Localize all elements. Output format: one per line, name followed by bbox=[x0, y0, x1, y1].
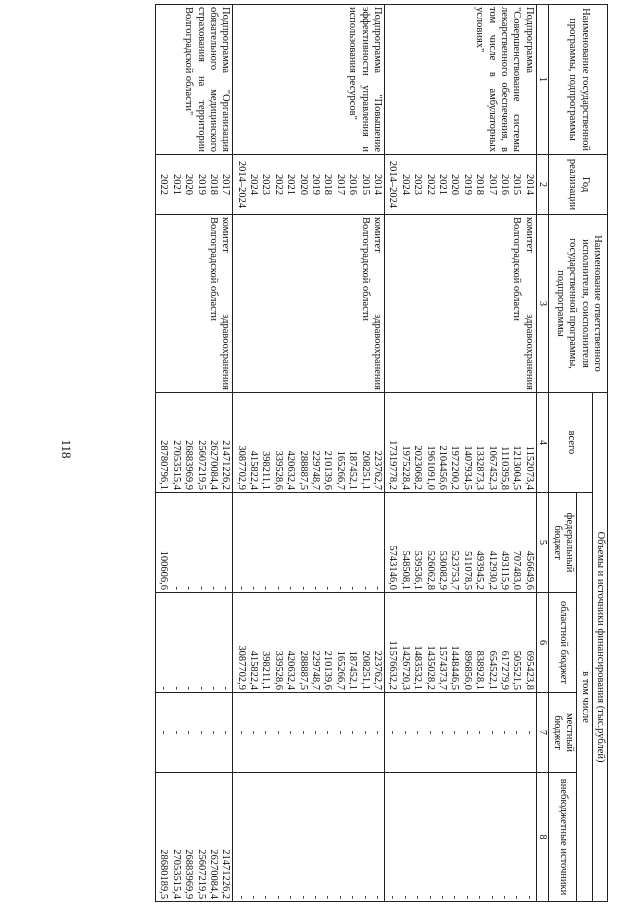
year: 2019 bbox=[195, 174, 207, 195]
federal-budget-value: 5743146,0 bbox=[387, 545, 399, 590]
local-budget-value: - bbox=[523, 730, 535, 735]
table-row bbox=[385, 5, 537, 902]
total-value: 398211,1 bbox=[260, 451, 272, 490]
federal-budget-value: - bbox=[272, 586, 284, 590]
federal-budget-value: 493115,9 bbox=[498, 551, 510, 590]
regional-budget-value: - bbox=[207, 686, 219, 690]
header-extrabudgetary: внебюджетные источники bbox=[549, 773, 577, 902]
regional-budget-value: 1483532,1 bbox=[412, 645, 424, 690]
year-cell bbox=[155, 155, 232, 215]
local-budget-value: - bbox=[436, 730, 448, 735]
regional-budget-value-cell bbox=[385, 593, 537, 693]
regional-budget-value-cell bbox=[233, 593, 385, 693]
federal-budget-value: - bbox=[170, 586, 182, 590]
total-value: 415822,4 bbox=[248, 450, 260, 490]
executor-name: комитет здравоохранения Волгоградской области bbox=[155, 215, 232, 393]
local-budget-value: - bbox=[412, 730, 424, 735]
subprogram-name: Подпрограмма "Организация обязательного медицинского страхования на территории Волгоградской области" bbox=[155, 5, 232, 155]
header-including: в том числе bbox=[577, 493, 592, 902]
header-year: Год реализации bbox=[549, 155, 608, 215]
extrabudgetary-value: - bbox=[248, 895, 260, 900]
extrabudgetary-value: - bbox=[523, 895, 535, 900]
federal-budget-value: 523753,7 bbox=[449, 550, 461, 590]
year: 2014–2024 bbox=[235, 160, 247, 209]
local-budget-value: - bbox=[158, 730, 170, 735]
header-total: всего bbox=[549, 393, 592, 493]
extrabudgetary-value: - bbox=[486, 895, 498, 900]
total-value: 229748,7 bbox=[310, 450, 322, 490]
table-row bbox=[155, 5, 232, 902]
local-budget-value: - bbox=[310, 730, 322, 735]
year: 2019 bbox=[461, 174, 473, 195]
year: 2014 bbox=[372, 174, 384, 195]
local-budget-value: - bbox=[424, 730, 436, 735]
year: 2015 bbox=[511, 174, 523, 195]
regional-budget-value: 1426720,3 bbox=[399, 645, 411, 690]
total-value: 165266,7 bbox=[334, 450, 346, 490]
extrabudgetary-value: - bbox=[260, 895, 272, 900]
local-budget-value-cell bbox=[233, 693, 385, 773]
federal-budget-value: - bbox=[207, 586, 219, 590]
extrabudgetary-value: - bbox=[387, 895, 399, 900]
year: 2023 bbox=[260, 174, 272, 195]
subprogram-name: Подпрограмма "Совершенствование системы лекарственного обеспечения, в том числе в амбулаторных условиях" bbox=[385, 5, 537, 155]
year: 2022 bbox=[272, 174, 284, 195]
extrabudgetary-value: - bbox=[285, 895, 297, 900]
regional-budget-value: 165266,7 bbox=[334, 650, 346, 690]
regional-budget-value: 415822,4 bbox=[248, 650, 260, 690]
local-budget-value: - bbox=[486, 730, 498, 735]
year: 2021 bbox=[285, 174, 297, 195]
extrabudgetary-value: - bbox=[424, 895, 436, 900]
regional-budget-value: 11576632,2 bbox=[387, 640, 399, 690]
year: 2023 bbox=[412, 174, 424, 195]
local-budget-value: - bbox=[322, 730, 334, 735]
column-number: 7 bbox=[536, 693, 549, 773]
total-value: 1152073,4 bbox=[523, 445, 535, 490]
total-value: 1067452,3 bbox=[486, 445, 498, 490]
regional-budget-value: 838928,1 bbox=[474, 650, 486, 690]
federal-budget-value: - bbox=[195, 586, 207, 590]
regional-budget-value: 229748,7 bbox=[310, 650, 322, 690]
year: 2017 bbox=[486, 174, 498, 195]
header-program-name: Наименование государственной программы, подпрограммы bbox=[549, 5, 608, 155]
local-budget-value: - bbox=[372, 730, 384, 735]
federal-budget-value: - bbox=[322, 586, 334, 590]
year: 2021 bbox=[436, 174, 448, 195]
federal-budget-value: - bbox=[297, 586, 309, 590]
local-budget-value-cell bbox=[385, 693, 537, 773]
total-value: 1972200,2 bbox=[449, 445, 461, 490]
federal-budget-value: - bbox=[359, 586, 371, 590]
total-value: 21471226,2 bbox=[220, 440, 232, 490]
table-row bbox=[233, 5, 385, 902]
local-budget-value: - bbox=[195, 730, 207, 735]
total-value-cell bbox=[233, 393, 385, 493]
federal-budget-value: 530082,9 bbox=[436, 550, 448, 590]
federal-budget-value-cell bbox=[155, 493, 232, 593]
federal-budget-value: 456649,6 bbox=[523, 550, 535, 590]
federal-budget-value: 526062,8 bbox=[424, 550, 436, 590]
regional-budget-value: 695423,8 bbox=[523, 650, 535, 690]
local-budget-value: - bbox=[248, 730, 260, 735]
federal-budget-value: - bbox=[285, 586, 297, 590]
extrabudgetary-value: - bbox=[334, 895, 346, 900]
extrabudgetary-value: - bbox=[399, 895, 411, 900]
total-value: 17319778,2 bbox=[387, 440, 399, 490]
total-value: 28780796,1 bbox=[158, 440, 170, 490]
regional-budget-value: 654522,1 bbox=[486, 650, 498, 690]
federal-budget-value: 707483,0 bbox=[511, 550, 523, 590]
funding-table-container bbox=[70, 0, 610, 905]
year: 2020 bbox=[183, 174, 195, 195]
extrabudgetary-value-cell bbox=[155, 773, 232, 902]
federal-budget-value: 511078,5 bbox=[461, 551, 473, 590]
federal-budget-value: - bbox=[235, 586, 247, 590]
total-value: 2104456,6 bbox=[436, 445, 448, 490]
local-budget-value-cell bbox=[155, 693, 232, 773]
year: 2018 bbox=[322, 174, 334, 195]
executor-name: комитет здравоохранения Волгоградской области bbox=[233, 215, 385, 393]
year: 2017 bbox=[334, 174, 346, 195]
column-number: 8 bbox=[536, 773, 549, 902]
year: 2020 bbox=[297, 174, 309, 195]
extrabudgetary-value: - bbox=[359, 895, 371, 900]
regional-budget-value: 1435028,2 bbox=[424, 645, 436, 690]
regional-budget-value: - bbox=[170, 686, 182, 690]
year: 2020 bbox=[449, 174, 461, 195]
regional-budget-value: 896856,0 bbox=[461, 650, 473, 690]
federal-budget-value: - bbox=[248, 586, 260, 590]
extrabudgetary-value: - bbox=[412, 895, 424, 900]
extrabudgetary-value: 26270084,4 bbox=[207, 849, 219, 900]
year: 2016 bbox=[498, 174, 510, 195]
local-budget-value: - bbox=[449, 730, 461, 735]
header-regional-budget: областной бюджет bbox=[549, 593, 577, 693]
column-number: 6 bbox=[536, 593, 549, 693]
regional-budget-value: 3087702,9 bbox=[235, 645, 247, 690]
year: 2014–2024 bbox=[387, 160, 399, 209]
total-value: 1110395,8 bbox=[498, 446, 510, 490]
regional-budget-value: 187452,1 bbox=[347, 650, 359, 690]
year: 2018 bbox=[474, 174, 486, 195]
total-value: 2023068,2 bbox=[412, 445, 424, 490]
total-value-cell bbox=[155, 393, 232, 493]
header-federal-budget: федеральный бюджет bbox=[549, 493, 577, 593]
extrabudgetary-value: 27053515,4 bbox=[170, 849, 182, 900]
column-number: 2 bbox=[536, 155, 549, 215]
local-budget-value: - bbox=[387, 730, 399, 735]
executor-name: комитет здравоохранения Волгоградской области bbox=[385, 215, 537, 393]
federal-budget-value: - bbox=[183, 586, 195, 590]
local-budget-value: - bbox=[272, 730, 284, 735]
regional-budget-value-cell bbox=[155, 593, 232, 693]
federal-budget-value: - bbox=[334, 586, 346, 590]
year: 2021 bbox=[170, 174, 182, 195]
extrabudgetary-value: 21471226,2 bbox=[220, 849, 232, 900]
regional-budget-value: - bbox=[220, 686, 232, 690]
local-budget-value: - bbox=[297, 730, 309, 735]
local-budget-value: - bbox=[220, 730, 232, 735]
local-budget-value: - bbox=[260, 730, 272, 735]
federal-budget-value: 539536,1 bbox=[412, 550, 424, 590]
federal-budget-value-cell bbox=[385, 493, 537, 593]
extrabudgetary-value: - bbox=[372, 895, 384, 900]
extrabudgetary-value: - bbox=[511, 895, 523, 900]
regional-budget-value: 210139,6 bbox=[322, 650, 334, 690]
local-budget-value: - bbox=[207, 730, 219, 735]
local-budget-value: - bbox=[474, 730, 486, 735]
column-number: 4 bbox=[536, 393, 549, 493]
regional-budget-value: 339528,6 bbox=[272, 650, 284, 690]
extrabudgetary-value: - bbox=[498, 895, 510, 900]
local-budget-value: - bbox=[183, 730, 195, 735]
total-value: 26883969,9 bbox=[183, 440, 195, 490]
header-local-budget: местный бюджет bbox=[549, 693, 577, 773]
year: 2018 bbox=[207, 174, 219, 195]
local-budget-value: - bbox=[170, 730, 182, 735]
federal-budget-value: - bbox=[220, 586, 232, 590]
federal-budget-value: 548508,1 bbox=[399, 550, 411, 590]
local-budget-value: - bbox=[498, 730, 510, 735]
total-value: 223762,7 bbox=[372, 450, 384, 490]
extrabudgetary-value: - bbox=[235, 895, 247, 900]
total-value: 1961091,0 bbox=[424, 445, 436, 490]
local-budget-value: - bbox=[235, 730, 247, 735]
year: 2016 bbox=[347, 174, 359, 195]
total-value: 339528,6 bbox=[272, 450, 284, 490]
year: 2022 bbox=[158, 174, 170, 195]
total-value: 420632,4 bbox=[285, 450, 297, 490]
year: 2015 bbox=[359, 174, 371, 195]
total-value: 210139,6 bbox=[322, 450, 334, 490]
total-value: 1332873,3 bbox=[474, 445, 486, 490]
year: 2024 bbox=[399, 174, 411, 195]
column-number: 1 bbox=[536, 5, 549, 155]
regional-budget-value: 208251,1 bbox=[359, 650, 371, 690]
year: 2017 bbox=[220, 174, 232, 195]
extrabudgetary-value: - bbox=[436, 895, 448, 900]
federal-budget-value: - bbox=[372, 586, 384, 590]
extrabudgetary-value: - bbox=[449, 895, 461, 900]
year: 2022 bbox=[424, 174, 436, 195]
regional-budget-value: 398211,1 bbox=[260, 651, 272, 690]
funding-table bbox=[155, 4, 608, 902]
extrabudgetary-value: - bbox=[461, 895, 473, 900]
total-value: 1407934,5 bbox=[461, 445, 473, 490]
page-number: 118 bbox=[59, 439, 74, 459]
regional-budget-value: 1448446,5 bbox=[449, 645, 461, 690]
year: 2019 bbox=[310, 174, 322, 195]
extrabudgetary-value: - bbox=[297, 895, 309, 900]
local-budget-value: - bbox=[359, 730, 371, 735]
federal-budget-value: - bbox=[310, 586, 322, 590]
extrabudgetary-value: - bbox=[322, 895, 334, 900]
regional-budget-value: 420632,4 bbox=[285, 650, 297, 690]
local-budget-value: - bbox=[511, 730, 523, 735]
local-budget-value: - bbox=[461, 730, 473, 735]
total-value: 1213004,5 bbox=[511, 445, 523, 490]
total-value: 3087702,9 bbox=[235, 445, 247, 490]
federal-budget-value-cell bbox=[233, 493, 385, 593]
federal-budget-value: - bbox=[260, 586, 272, 590]
total-value: 187452,1 bbox=[347, 450, 359, 490]
extrabudgetary-value: - bbox=[310, 895, 322, 900]
subprogram-name: Подпрограмма "Повышение эффективности управления и использования ресурсов" bbox=[233, 5, 385, 155]
header-funding-group: Объемы и источники финансирования (тыс.рублей) bbox=[592, 393, 607, 902]
year-cell bbox=[233, 155, 385, 215]
federal-budget-value: 493945,2 bbox=[474, 550, 486, 590]
federal-budget-value: - bbox=[347, 586, 359, 590]
local-budget-value: - bbox=[285, 730, 297, 735]
header-executor: Наименование ответственного исполнителя, соисполнителя государственной программы, подпрограммы bbox=[549, 215, 608, 393]
total-value: 208251,1 bbox=[359, 450, 371, 490]
regional-budget-value: 223762,7 bbox=[372, 650, 384, 690]
extrabudgetary-value: 26883969,9 bbox=[183, 849, 195, 900]
total-value-cell bbox=[385, 393, 537, 493]
local-budget-value: - bbox=[347, 730, 359, 735]
column-number: 5 bbox=[536, 493, 549, 593]
local-budget-value: - bbox=[334, 730, 346, 735]
regional-budget-value: - bbox=[195, 686, 207, 690]
extrabudgetary-value: - bbox=[347, 895, 359, 900]
total-value: 26270084,4 bbox=[207, 440, 219, 490]
extrabudgetary-value: - bbox=[474, 895, 486, 900]
total-value: 25607219,5 bbox=[195, 440, 207, 490]
total-value: 27053515,4 bbox=[170, 440, 182, 490]
column-number: 3 bbox=[536, 215, 549, 393]
extrabudgetary-value: 25607219,5 bbox=[195, 849, 207, 900]
year: 2014 bbox=[523, 174, 535, 195]
extrabudgetary-value-cell bbox=[233, 773, 385, 902]
extrabudgetary-value: 28680189,5 bbox=[158, 849, 170, 900]
regional-budget-value: 617279,9 bbox=[498, 650, 510, 690]
year: 2024 bbox=[248, 174, 260, 195]
table-body bbox=[155, 5, 536, 902]
regional-budget-value: 505521,5 bbox=[511, 650, 523, 690]
federal-budget-value: 412930,2 bbox=[486, 550, 498, 590]
total-value: 1975228,4 bbox=[399, 445, 411, 490]
regional-budget-value: - bbox=[158, 686, 170, 690]
local-budget-value: - bbox=[399, 730, 411, 735]
regional-budget-value: 1574373,7 bbox=[436, 645, 448, 690]
extrabudgetary-value-cell bbox=[385, 773, 537, 902]
regional-budget-value: - bbox=[183, 686, 195, 690]
total-value: 288887,5 bbox=[297, 450, 309, 490]
regional-budget-value: 288887,5 bbox=[297, 650, 309, 690]
federal-budget-value: 100606,6 bbox=[158, 550, 170, 590]
year-cell bbox=[385, 155, 537, 215]
extrabudgetary-value: - bbox=[272, 895, 284, 900]
